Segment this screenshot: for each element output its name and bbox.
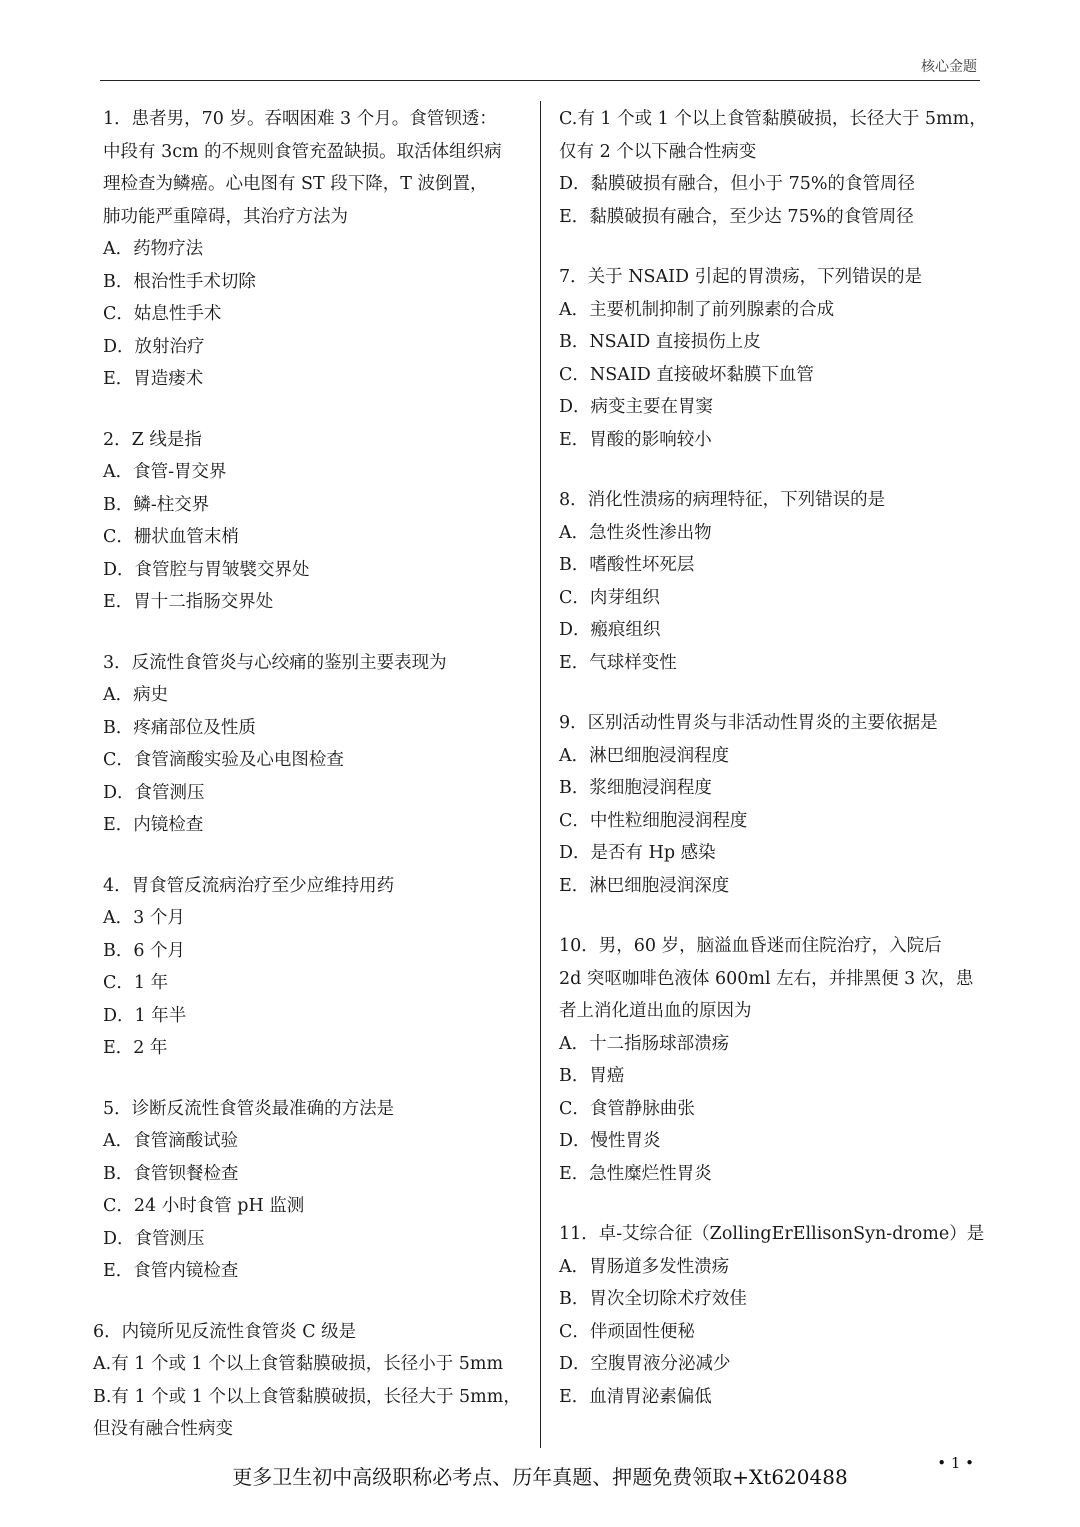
option-c: C．1 年 [103,973,169,993]
option-c: C．NSAID 直接破坏黏膜下血管 [559,364,814,385]
option-a: A．药物疗法 [103,239,204,259]
option-b: B．鳞-柱交界 [103,494,210,515]
option-d: D．1 年半 [103,1005,187,1026]
option-b: B．疼痛部位及性质 [103,717,256,738]
question-2 [103,424,523,619]
question-stem-line: 肺功能严重障碍，其治疗方法为 [103,206,348,227]
option-d: D．食管测压 [103,1228,205,1249]
option-d: D．病变主要在胃窦 [559,397,714,417]
question-7 [559,261,982,456]
question-stem-line: 理检查为鳞癌。心电图有 ST 段下降，T 波倒置， [103,174,488,194]
question-6-continued [559,103,987,233]
option-b: B．根治性手术切除 [103,271,256,292]
option-e: E．胃酸的影响较小 [559,429,712,450]
option-e: E．黏膜破损有融合，至少达 75%的食管周径 [559,206,914,227]
option-b: B．胃次全切除术疗效佳 [559,1289,747,1309]
question-stem-line: 2d 突呕咖啡色液体 600ml 左右，并排黑便 3 次，患 [559,968,974,989]
question-stem-line: 1．患者男，70 岁。吞咽困难 3 个月。食管钡透： [103,109,497,129]
option-b: B．胃癌 [559,1066,625,1086]
option-d: D．慢性胃炎 [559,1131,661,1151]
question-4 [103,870,523,1065]
page-number: • 1 • [937,1454,974,1472]
option-c: C．栅状血管末梢 [103,527,239,547]
option-c: C．肉芽组织 [559,587,660,608]
option-a: A.有 1 个或 1 个以上食管黏膜破损，长径小于 5mm [93,1354,504,1374]
question-stem-line: 7．关于 NSAID 引起的胃溃疡，下列错误的是 [559,267,923,287]
option-e: E．淋巴细胞浸润深度 [559,875,730,896]
option-e: E．2 年 [103,1038,168,1058]
question-stem-line: 10．男，60 岁，脑溢血昏迷而住院治疗，入院后 [559,936,942,956]
option-e: E．食管内镜检查 [103,1261,239,1281]
question-stem-line: 8．消化性溃疡的病理特征，下列错误的是 [559,490,886,510]
option-e: E．急性糜烂性胃炎 [559,1163,712,1184]
option-d: D．食管腔与胃皱襞交界处 [103,559,310,580]
option-a: A．急性炎性渗出物 [559,522,712,543]
option-c: C．姑息性手术 [103,304,222,324]
option-c: C．中性粒细胞浸润程度 [559,810,748,831]
option-d: D．空腹胃液分泌减少 [559,1354,731,1374]
option-c: C．食管静脉曲张 [559,1098,695,1119]
question-stem-line: 5．诊断反流性食管炎最准确的方法是 [103,1098,395,1119]
option-d: D．食管测压 [103,782,205,803]
column-divider [540,101,541,1448]
footer-promo: 更多卫生初中高级职称必考点、历年真题、押题免费领取+Xt620488 [232,1465,848,1489]
option-e: E．内镜检查 [103,815,204,835]
option-c: C．24 小时食管 pH 监测 [103,1196,305,1216]
question-8 [559,484,982,679]
option-b: B．NSAID 直接损伤上皮 [559,332,761,352]
question-3 [103,647,523,842]
option-d: D．黏膜破损有融合，但小于 75%的食管周径 [559,174,915,194]
question-stem-line: 4．胃食管反流病治疗至少应维持用药 [103,875,395,896]
question-stem-line: 2．Z 线是指 [103,429,202,450]
question-stem-line: 者上消化道出血的原因为 [559,1001,752,1021]
option-e: E．胃十二指肠交界处 [103,592,274,612]
option-a: A．淋巴细胞浸润程度 [559,745,730,766]
option-a: A．主要机制抑制了前列腺素的合成 [559,299,835,320]
question-stem-line: 6．内镜所见反流性食管炎 C 级是 [93,1321,357,1342]
question-stem-line: 11．卓-艾综合征（ZollingErEllisonSyn-drome）是 [559,1224,985,1244]
option-a: A．食管滴酸试验 [103,1131,239,1151]
option-a: A．食管-胃交界 [103,462,227,482]
option-b: B.有 1 个或 1 个以上食管黏膜破损，长径大于 5mm， [93,1386,521,1407]
question-5 [103,1093,523,1288]
option-d: D．是否有 Hp 感染 [559,843,716,863]
option-d: D．瘢痕组织 [559,620,661,640]
question-6 [93,1316,523,1446]
header-title: 核心金题 [921,59,977,75]
option-b: B．浆细胞浸润程度 [559,778,712,798]
question-stem-line: 9．区别活动性胃炎与非活动性胃炎的主要依据是 [559,713,938,733]
option-c: C.有 1 个或 1 个以上食管黏膜破损，长径大于 5mm， [559,109,987,129]
option-b: B．6 个月 [103,940,186,961]
option-b: B．食管钡餐检查 [103,1163,239,1184]
option-b: B．嗜酸性坏死层 [559,555,695,575]
option-a: A．3 个月 [103,908,185,928]
right-column [559,103,987,1413]
left-column [93,103,523,1446]
option-d: D．放射治疗 [103,336,205,357]
option-e: E．胃造瘘术 [103,369,204,389]
question-stem-line: 3．反流性食管炎与心绞痛的鉴别主要表现为 [103,652,447,673]
option-e: E．血清胃泌素偏低 [559,1386,712,1407]
option-c: C．食管滴酸实验及心电图检查 [103,750,344,770]
question-10 [559,930,982,1190]
option-c: C．伴顽固性便秘 [559,1321,695,1342]
option-e: E．气球样变性 [559,652,677,673]
option-a: A．十二指肠球部溃疡 [559,1033,730,1054]
question-9 [559,707,982,902]
question-1 [103,103,523,396]
option-b-continued: 但没有融合性病变 [93,1419,233,1439]
option-a: A．病史 [103,685,169,705]
question-stem-line: 中段有 3cm 的不规则食管充盈缺损。取活体组织病 [103,141,502,162]
option-c-continued: 仅有 2 个以下融合性病变 [559,141,757,162]
question-11 [559,1218,985,1413]
option-a: A．胃肠道多发性溃疡 [559,1256,730,1277]
header-divider [100,80,980,81]
